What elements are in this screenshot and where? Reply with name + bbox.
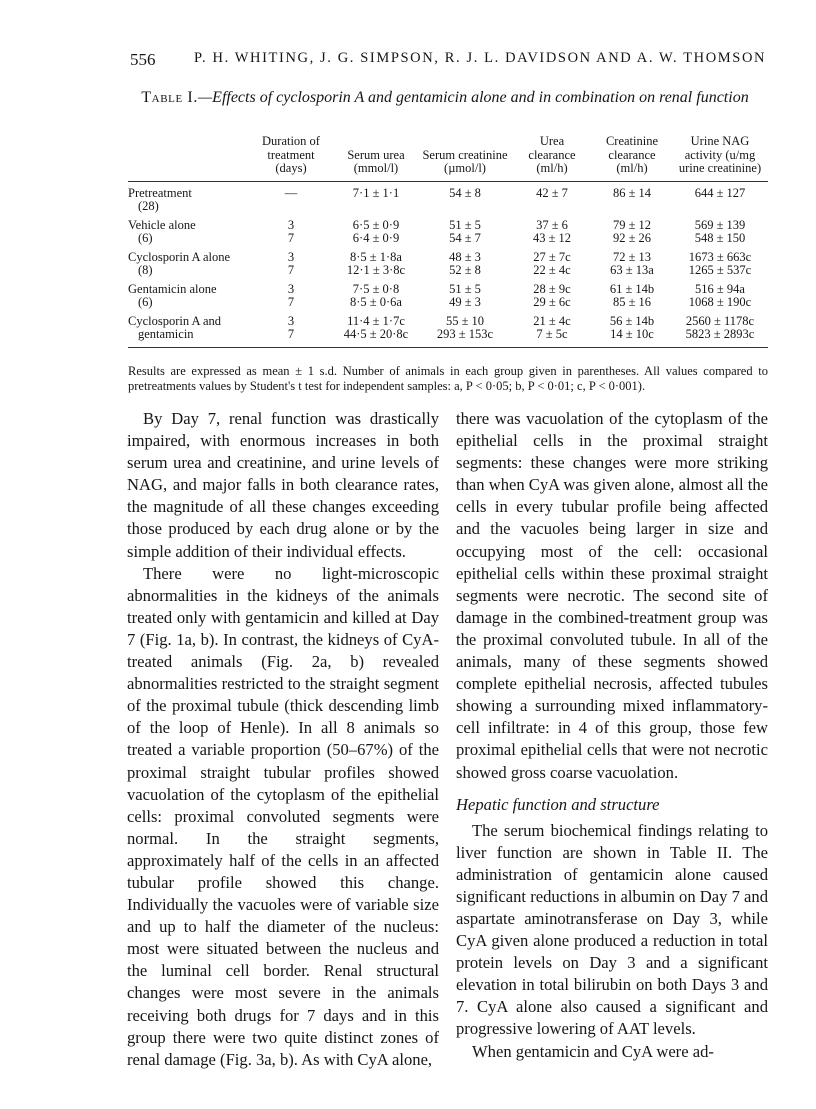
group-size: (28) [138, 199, 159, 213]
col-header-urine-nag: Urine NAG activity (u/mg urine creatinine) [678, 134, 762, 175]
table-cell [672, 315, 768, 348]
cell-value: 63 ± 13a [610, 263, 654, 277]
page-number: 556 [130, 50, 156, 69]
section-heading: Hepatic function and structure [456, 794, 660, 814]
cell-value: 92 ± 26 [612, 231, 652, 245]
cell-value: 21 ± 4c [533, 313, 571, 328]
cell-value: 79 ± 12 [612, 217, 652, 232]
cell-value: 43 ± 12 [532, 231, 572, 245]
table-row [128, 181, 768, 219]
group-size: (6) [138, 295, 153, 309]
table-header-row [128, 135, 768, 181]
table-cell [672, 251, 768, 283]
cell-value: 7·1 ± 1·1 [352, 185, 400, 200]
cell-value: 27 ± 7c [533, 249, 571, 264]
cell-value: 7 [287, 327, 295, 341]
cell-value: 54 ± 7 [449, 231, 481, 245]
cell-value: 3 [287, 217, 295, 232]
cell-value: 1068 ± 190c [688, 295, 752, 309]
running-head-authors: P. H. WHITING, J. G. SIMPSON, R. J. L. DAVIDSON AND A. W. THOMSON [194, 50, 767, 66]
table-cell [334, 251, 418, 283]
table-footnote: Results are expressed as mean ± 1 s.d. Number of animals in each group given in parentheses. All values compared to pretreatments values by Student's t test for independent samples: a, P < 0·05; b, P < 0·01; c, P < 0·001). [128, 364, 768, 393]
group-name-cell [128, 251, 248, 283]
table-cell [592, 181, 672, 219]
paragraph: There were no light-microscopic abnormalities in the kidneys of the animals treated only with gentamicin and killed at Day 7 (Fig. 1a, b). In contrast, the kidneys of CyA-treated animals (Fig. 2a, b) revealed abnormalities restricted to the straight segment of the proximal tubule (thick descending limb of the loop of Henle). In all 8 animals so treated a variable proportion (50–67%) of the proximal straight tubular profiles showed vacuolation of the cytoplasm of the epithelial cells: proximal convoluted segments were normal. In the straight segments, approximately half of the cells in an affected tubular profile showed this change. Individually the vacuoles were of variable size and up to half the diameter of the nucleus: most were situated between the nucleus and the luminal cell border. Renal structural changes were most severe in the animals receiving both drugs for 7 days and in this group there were two quite distinct zones of renal damage (Fig. 3a, b). As with CyA alone, [127, 563, 439, 1069]
cell-value: 61 ± 14b [609, 281, 655, 296]
table-cell [334, 315, 418, 348]
table-cell [334, 283, 418, 315]
table-cell [592, 315, 672, 348]
cell-value: 3 [287, 249, 295, 264]
group-size: (8) [138, 263, 153, 277]
cell-value: 5823 ± 2893c [685, 327, 755, 341]
table-cell [248, 219, 334, 251]
cell-value: 644 ± 127 [694, 185, 746, 200]
cell-value: 51 ± 5 [449, 281, 481, 296]
table-label: Table I. [141, 89, 198, 106]
cell-value: 49 ± 3 [449, 295, 481, 309]
cell-value: 3 [287, 281, 295, 296]
paragraph: The serum biochemical findings relating to liver function are shown in Table II. The administration of gentamicin alone caused significant reductions in albumin on Day 7 and aspartate aminotransferase on Day 3, while CyA given alone produced a reduction in total protein levels on Day 3 and a significant elevation in total bilirubin on both Days 3 and 7. CyA alone also caused a significant and progressive lowering of AAT levels. [456, 820, 768, 1039]
table-row [128, 283, 768, 315]
table-cell [248, 315, 334, 348]
cell-value: 42 ± 7 [536, 185, 568, 200]
table-cell [672, 283, 768, 315]
table-cell [512, 315, 592, 348]
cell-value: 52 ± 8 [449, 263, 481, 277]
cell-value: 22 ± 4c [533, 263, 571, 277]
table-cell [418, 181, 512, 219]
table-cell [418, 219, 512, 251]
table-cell [592, 219, 672, 251]
cell-value: 7 [287, 263, 295, 277]
group-name: Vehicle alone [128, 217, 196, 232]
table-cell [512, 251, 592, 283]
cell-value: 55 ± 10 [445, 313, 485, 328]
cell-value: 51 ± 5 [449, 217, 481, 232]
cell-value: 293 ± 153c [436, 327, 494, 341]
col-header-serum-urea: Serum urea (mmol/l) [347, 147, 405, 175]
table-cell [418, 251, 512, 283]
table-cell [248, 251, 334, 283]
cell-value: 11·4 ± 1·7c [347, 313, 405, 328]
col-header-creatinine-clearance: Creatinine clearance (ml/h) [605, 134, 659, 175]
group-size: gentamicin [138, 327, 194, 341]
cell-value: 516 ± 94a [695, 281, 745, 296]
cell-value: 37 ± 6 [536, 217, 568, 232]
cell-value: 1673 ± 663c [688, 249, 752, 264]
table-cell [512, 219, 592, 251]
table-cell [334, 219, 418, 251]
cell-value: 72 ± 13 [612, 249, 652, 264]
group-name-cell [128, 315, 248, 348]
table-title: —Effects of cyclosporin A and gentamicin alone and in combination on renal function [197, 89, 749, 106]
right-column [456, 408, 768, 1063]
cell-value: 569 ± 139 [694, 217, 746, 232]
table-caption [130, 88, 760, 107]
cell-value: 56 ± 14b [609, 313, 655, 328]
group-name: Gentamicin alone [128, 281, 217, 296]
table-cell [334, 181, 418, 219]
cell-value: 85 ± 16 [612, 295, 652, 309]
renal-function-table [128, 135, 768, 348]
table-row [128, 251, 768, 283]
table-cell [512, 181, 592, 219]
paragraph-continuation: there was vacuolation of the cytoplasm of the epithelial cells in the proximal straight segments: these changes were more striking than when CyA was given alone, almost all the cells in every tubular profile being affected and the vacuoles being larger in size and occupying most of the cell: occasional epithelial cells within these proximal straight segments were necrotic. The second site of damage in the combined-treatment group was the proximal convoluted tubule. In all of the animals, many of these segments showed complete epithelial necrosis, affected tubules showing a surrounding mixed inflammatory-cell infiltrate: in 4 of this group, those few proximal epithelial cells that were not necrotic showed gross coarse vacuolation. [456, 409, 768, 782]
cell-value: 7 ± 5c [536, 327, 568, 341]
cell-value: 7·5 ± 0·8 [352, 281, 400, 296]
group-name: Cyclosporin A and [128, 313, 222, 328]
cell-value: — [284, 185, 298, 200]
group-name-cell [128, 181, 248, 219]
running-header [130, 50, 767, 72]
left-column [127, 408, 439, 1071]
table-cell [418, 315, 512, 348]
col-header-duration: Duration of treatment (days) [262, 134, 320, 175]
paragraph: When gentamicin and CyA were ad- [472, 1041, 714, 1061]
cell-value: 2560 ± 1178c [685, 313, 755, 328]
cell-value: 3 [287, 313, 295, 328]
table-cell [418, 283, 512, 315]
cell-value: 28 ± 9c [533, 281, 571, 296]
cell-value: 8·5 ± 0·6a [350, 295, 402, 309]
table-cell [672, 181, 768, 219]
cell-value: 44·5 ± 20·8c [343, 327, 409, 341]
table-row [128, 219, 768, 251]
group-name: Pretreatment [128, 185, 192, 200]
paragraph: By Day 7, renal function was drastically impaired, with enormous increases in both serum urea and creatinine, and urine levels of NAG, and major falls in both clearance rates, the magnitude of all these changes exceeding those produced by each drug alone or by the simple addition of their individual effects. [127, 409, 439, 561]
table-cell [512, 283, 592, 315]
cell-value: 8·5 ± 1·8a [350, 249, 402, 264]
table-cell [672, 219, 768, 251]
table-body [128, 181, 768, 347]
cell-value: 54 ± 8 [449, 185, 481, 200]
cell-value: 12·1 ± 3·8c [346, 263, 406, 277]
cell-value: 29 ± 6c [533, 295, 571, 309]
cell-value: 48 ± 3 [449, 249, 481, 264]
group-name: Cyclosporin A alone [128, 249, 231, 264]
table-cell [592, 251, 672, 283]
group-size: (6) [138, 231, 153, 245]
table-cell [248, 283, 334, 315]
table-cell [248, 181, 334, 219]
table-row [128, 315, 768, 348]
group-name-cell [128, 283, 248, 315]
cell-value: 6·5 ± 0·9 [352, 217, 400, 232]
cell-value: 548 ± 150 [694, 231, 746, 245]
cell-value: 86 ± 14 [612, 185, 652, 200]
cell-value: 14 ± 10c [610, 327, 654, 341]
cell-value: 6·4 ± 0·9 [352, 231, 400, 245]
cell-value: 1265 ± 537c [688, 263, 752, 277]
cell-value: 7 [287, 295, 295, 309]
cell-value: 7 [287, 231, 295, 245]
table-cell [592, 283, 672, 315]
col-header-serum-creatinine: Serum creatinine (µmol/l) [422, 147, 508, 175]
col-header-urea-clearance: Urea clearance (ml/h) [528, 134, 576, 175]
group-name-cell [128, 219, 248, 251]
